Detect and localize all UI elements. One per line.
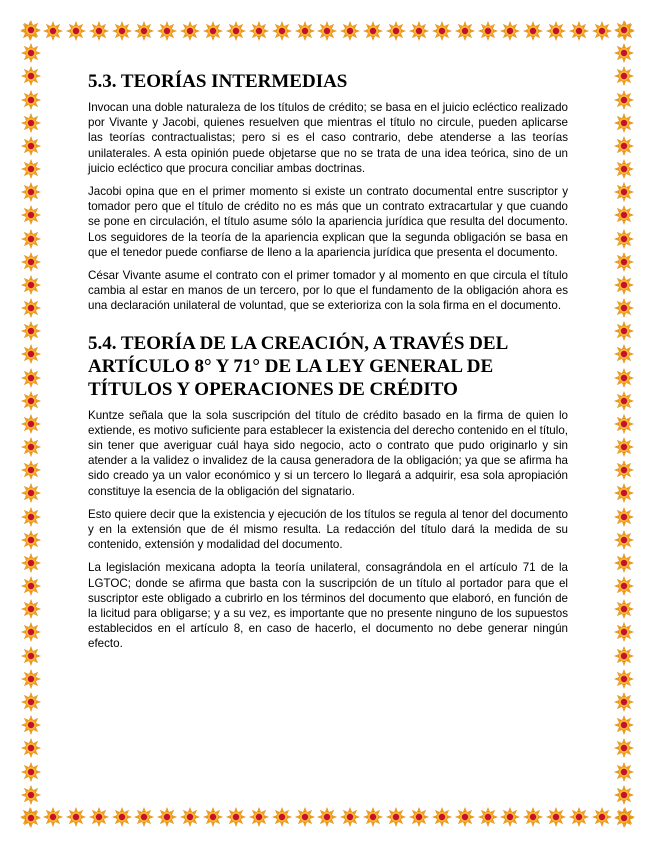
sun-icon <box>478 807 498 827</box>
sun-icon <box>21 90 41 110</box>
sun-icon <box>614 113 634 133</box>
sun-icon <box>614 692 634 712</box>
sun-icon <box>614 599 634 619</box>
sun-icon <box>295 807 315 827</box>
sun-icon <box>134 21 154 41</box>
sun-icon <box>340 807 360 827</box>
sun-icon <box>89 807 109 827</box>
sun-icon <box>112 807 132 827</box>
sun-icon <box>614 298 634 318</box>
sun-icon <box>500 21 520 41</box>
section-heading: 5.3. TEORÍAS INTERMEDIAS <box>88 71 348 92</box>
sun-icon <box>21 321 41 341</box>
sun-icon <box>43 21 63 41</box>
sun-icon <box>21 785 41 805</box>
sun-icon <box>134 807 154 827</box>
sun-icon <box>21 205 41 225</box>
sun-icon <box>21 182 41 202</box>
sun-icon <box>89 21 109 41</box>
sun-icon <box>249 807 269 827</box>
section-heading: 5.4. TEORÍA DE LA CREACIÓN, A TRAVÉS DEL ARTÍCULO 8° Y 71° DE LA LEY GENERAL DE TÍTULOS Y OPERACIONES DE CRÉDITO <box>88 332 508 400</box>
sun-icon <box>363 21 383 41</box>
sun-icon <box>272 807 292 827</box>
sun-icon <box>614 646 634 666</box>
sun-icon <box>614 622 634 642</box>
sun-icon <box>21 414 41 434</box>
sun-icon <box>614 808 634 828</box>
sun-icon <box>614 159 634 179</box>
sun-icon <box>21 136 41 156</box>
sun-icon <box>21 483 41 503</box>
document-body <box>88 70 568 660</box>
sun-icon <box>112 21 132 41</box>
paragraph: Invocan una doble naturaleza de los títulos de crédito; se basa en el juicio ecléctico realizado por Vivante y Jacobi, quienes resuelven que mientras el título no circule, pueden aplicarse las teorías contractualistas; pero si es el caso contrario, debe atenderse a las teorías unilaterales. A esta opinión puede objetarse que no se trata de una idea teórica, sino de un juicio ecléctico que procura conciliar ambas doctrinas. <box>88 101 568 175</box>
sun-icon <box>614 136 634 156</box>
sun-icon <box>21 20 41 40</box>
sun-icon <box>21 669 41 689</box>
sun-icon <box>432 21 452 41</box>
sun-icon <box>21 66 41 86</box>
sun-icon <box>249 21 269 41</box>
sun-icon <box>614 66 634 86</box>
paragraph: Kuntze señala que la sola suscripción del título de crédito basado en la firma de quien lo extiende, es motivo suficiente para establecer la existencia del derecho contenido en el título, sin tener que averiguar cuál haya sido negocio, acto o contrato que pudo originarlo y sin atender a la validez o invalidez de la causa generadora de la obligación; ya que se afirma ha sido creado ya un valor económico y si un tercero lo llegará a adquirir, esa sola apropiación constituye la esencia de la obligación del signatario. <box>88 408 568 498</box>
sun-icon <box>21 437 41 457</box>
sun-icon <box>455 21 475 41</box>
section-teorias-intermedias <box>88 70 568 314</box>
sun-icon <box>317 807 337 827</box>
sun-icon <box>21 808 41 828</box>
paragraph: César Vivante asume el contrato con el primer tomador y al momento en que circula el título cambia al estar en manos de un tercero, por lo que el fundamento de la obligación ahora es una declaración unilateral de voluntad, que se exterioriza con la sola firma en el documento. <box>88 269 568 313</box>
sun-icon <box>614 344 634 364</box>
sun-icon <box>21 113 41 133</box>
sun-icon <box>180 807 200 827</box>
sun-icon <box>43 807 63 827</box>
sun-icon <box>614 437 634 457</box>
sun-icon <box>66 21 86 41</box>
sun-icon <box>614 229 634 249</box>
sun-icon <box>157 21 177 41</box>
sun-icon <box>66 807 86 827</box>
sun-icon <box>21 43 41 63</box>
sun-icon <box>21 692 41 712</box>
sun-icon <box>614 321 634 341</box>
sun-icon <box>614 669 634 689</box>
sun-icon <box>432 807 452 827</box>
sun-icon <box>546 21 566 41</box>
sun-icon <box>409 21 429 41</box>
paragraph: La legislación mexicana adopta la teoría unilateral, consagrándola en el artículo 71 de la LGTOC; donde se afirma que basta con la suscripción de un título al portador para que el suscriptor este obligado a cubrirlo en los términos del documento que elaboró, en función de la licitud para obligarse; y a su vez, es importante que no presente ninguno de los supuestos establecidos en el artículo 8, en caso de hacerlo, el documento no debe generar ningún efecto. <box>88 561 568 651</box>
sun-icon <box>614 43 634 63</box>
sun-icon <box>546 807 566 827</box>
sun-icon <box>569 21 589 41</box>
sun-icon <box>363 807 383 827</box>
sun-icon <box>592 807 612 827</box>
sun-icon <box>409 807 429 827</box>
sun-icon <box>21 738 41 758</box>
section-teoria-creacion <box>88 332 568 652</box>
sun-icon <box>21 159 41 179</box>
border-left <box>20 20 42 828</box>
sun-icon <box>614 205 634 225</box>
sun-icon <box>614 507 634 527</box>
sun-icon <box>614 553 634 573</box>
sun-icon <box>203 21 223 41</box>
sun-icon <box>592 21 612 41</box>
sun-icon <box>614 460 634 480</box>
sun-icon <box>21 252 41 272</box>
sun-icon <box>157 807 177 827</box>
sun-icon <box>21 298 41 318</box>
paragraph: Jacobi opina que en el primer momento si existe un contrato documental entre suscriptor y tomador pero que el título de crédito no es más que un contrato extracartular y que cuando se pone en circulación, el título asume sólo la apariencia jurídica que resulta del documento. Los seguidores de la teoría de la apariencia explican que la segunda obligación se basa en que el tenedor puede confiarse de lleno a la apariencia jurídica que presenta el documento. <box>88 185 568 259</box>
sun-icon <box>21 275 41 295</box>
sun-icon <box>614 762 634 782</box>
sun-icon <box>386 807 406 827</box>
sun-icon <box>614 252 634 272</box>
sun-icon <box>21 460 41 480</box>
sun-icon <box>614 90 634 110</box>
sun-icon <box>614 391 634 411</box>
sun-icon <box>340 21 360 41</box>
sun-icon <box>455 807 475 827</box>
border-right <box>613 20 635 828</box>
sun-icon <box>614 368 634 388</box>
sun-icon <box>523 807 543 827</box>
sun-icon <box>614 530 634 550</box>
sun-icon <box>21 368 41 388</box>
sun-icon <box>614 275 634 295</box>
sun-icon <box>317 21 337 41</box>
sun-icon <box>295 21 315 41</box>
sun-icon <box>180 21 200 41</box>
sun-icon <box>500 807 520 827</box>
sun-icon <box>523 21 543 41</box>
sun-icon <box>614 715 634 735</box>
sun-icon <box>21 391 41 411</box>
sun-icon <box>21 622 41 642</box>
sun-icon <box>614 576 634 596</box>
sun-icon <box>21 344 41 364</box>
sun-icon <box>21 553 41 573</box>
sun-icon <box>614 414 634 434</box>
sun-icon <box>614 738 634 758</box>
sun-icon <box>21 507 41 527</box>
sun-icon <box>386 21 406 41</box>
border-bottom <box>20 806 635 828</box>
sun-icon <box>614 182 634 202</box>
sun-icon <box>614 20 634 40</box>
sun-icon <box>226 807 246 827</box>
border-top <box>20 20 635 42</box>
paragraph: Esto quiere decir que la existencia y ejecución de los títulos se regula al tenor del documento y en la extensión que de él mismo resulta. La redacción del título dará la medida de su contenido, extensión y modalidad del documento. <box>88 507 568 552</box>
sun-icon <box>478 21 498 41</box>
sun-icon <box>226 21 246 41</box>
sun-icon <box>21 646 41 666</box>
sun-icon <box>21 715 41 735</box>
sun-icon <box>614 483 634 503</box>
sun-icon <box>569 807 589 827</box>
sun-icon <box>203 807 223 827</box>
sun-icon <box>21 530 41 550</box>
sun-icon <box>21 762 41 782</box>
sun-icon <box>21 599 41 619</box>
sun-icon <box>614 785 634 805</box>
sun-icon <box>21 576 41 596</box>
sun-icon <box>21 229 41 249</box>
sun-icon <box>272 21 292 41</box>
